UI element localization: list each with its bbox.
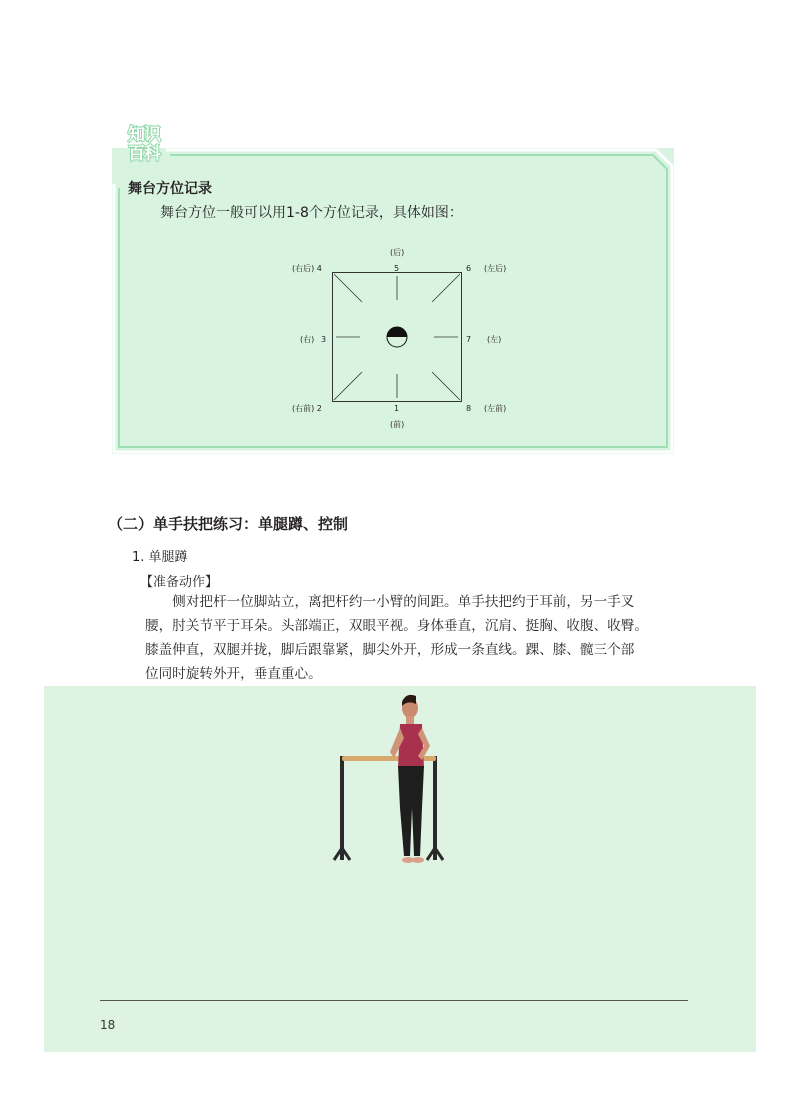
stage-diagram bbox=[332, 272, 462, 402]
prep-paragraph bbox=[145, 590, 693, 686]
label-6: 6 bbox=[466, 264, 472, 273]
ballet-barre-photo bbox=[330, 688, 450, 872]
barre-right-post bbox=[433, 756, 437, 860]
ray-4 bbox=[334, 274, 362, 302]
paragraph-line: 侧对把杆一位脚站立，离把杆约一小臂的间距。单手扶把约于耳前，另一手叉 bbox=[145, 594, 635, 610]
dancer-leotard bbox=[398, 724, 424, 768]
label-left-back: (左后) bbox=[484, 264, 507, 273]
label-front: (前) bbox=[390, 420, 405, 429]
page-number: 18 bbox=[100, 1018, 116, 1032]
paragraph-line: 腰，肘关节平于耳朵。头部端正，双眼平视。身体垂直，沉肩、挺胸、收腹、收臀。 bbox=[145, 618, 648, 634]
label-8: 8 bbox=[466, 404, 472, 413]
label-4: (右后) 4 bbox=[292, 264, 322, 273]
dancer-marker-top bbox=[387, 327, 407, 337]
label-left: (左) bbox=[487, 335, 502, 344]
label-2: (右前) 2 bbox=[292, 404, 322, 413]
label-7: 7 bbox=[466, 335, 472, 344]
label-left-front: (左前) bbox=[484, 404, 507, 413]
label-back: (后) bbox=[390, 248, 405, 257]
label-right: (右) bbox=[300, 335, 315, 344]
paragraph-line: 膝盖伸直，双腿并拢，脚后跟靠紧，脚尖外开，形成一条直线。踝、膝、髋三个部 bbox=[145, 642, 635, 658]
ray-2 bbox=[334, 372, 362, 400]
knowledge-title: 舞台方位记录 bbox=[128, 181, 212, 197]
knowledge-badge bbox=[128, 126, 168, 166]
badge-line-2: 百科 bbox=[128, 144, 160, 164]
prep-heading: 【准备动作】 bbox=[140, 575, 219, 590]
footer-rule bbox=[100, 1000, 688, 1001]
label-5: 5 bbox=[394, 264, 400, 273]
section-title: （二）单手扶把练习：单腿蹲、控制 bbox=[108, 515, 349, 533]
label-1: 1 bbox=[394, 404, 400, 413]
dancer-neck bbox=[406, 716, 414, 724]
label-3: 3 bbox=[321, 335, 327, 344]
paragraph-line: 位同时旋转外开，垂直重心。 bbox=[145, 666, 322, 682]
dancer-feet bbox=[412, 857, 424, 863]
knowledge-intro: 舞台方位一般可以用1-8个方位记录，具体如图： bbox=[160, 205, 463, 221]
ray-6 bbox=[432, 274, 460, 302]
subsection-title: 1. 单腿蹲 bbox=[132, 550, 188, 565]
barre-left-post bbox=[340, 756, 344, 860]
ray-8 bbox=[432, 372, 460, 400]
dancer-legs bbox=[398, 766, 424, 856]
badge-line-1: 知识 bbox=[128, 125, 160, 145]
